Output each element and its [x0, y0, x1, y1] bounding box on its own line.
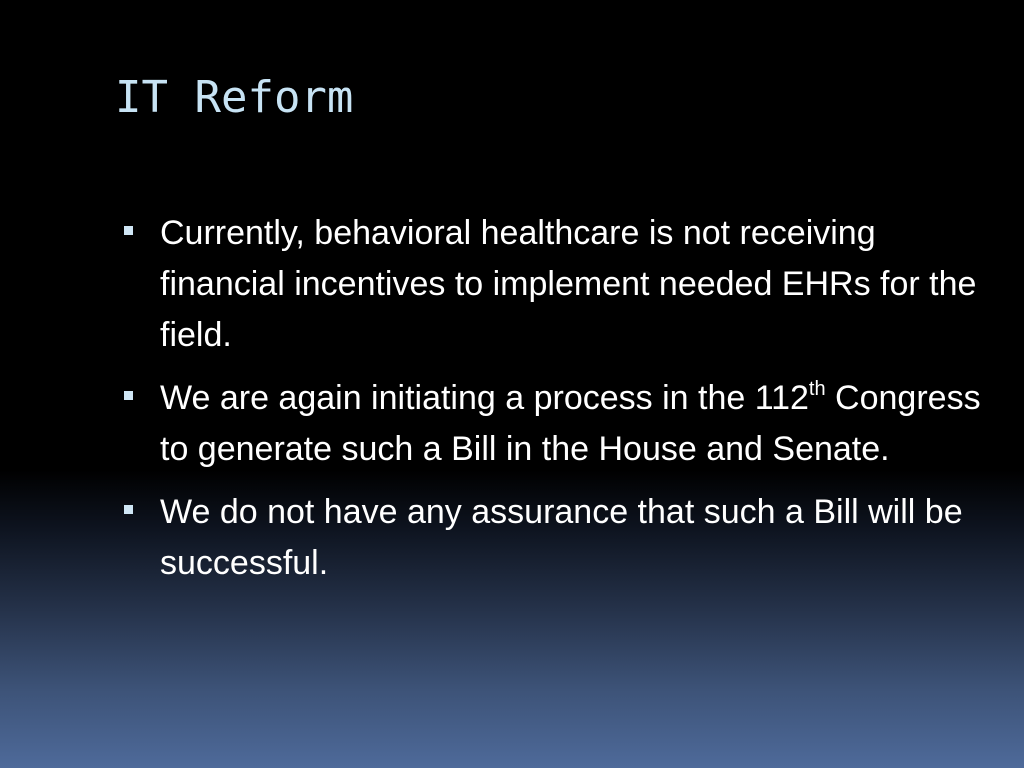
square-bullet-icon: [124, 391, 133, 400]
bullet-item: [122, 208, 982, 361]
square-bullet-icon: [124, 505, 133, 514]
bullet-text: Currently, behavioral healthcare is not receiving financial incentives to implement needed EHRs for the field.: [160, 214, 977, 354]
bullet-text-part: We are again initiating a process in the 112: [160, 379, 809, 417]
bullet-item: [122, 487, 982, 589]
square-bullet-icon: [124, 226, 133, 235]
bullet-text-part: Congress to generate such a Bill in the House and Senate.: [160, 379, 981, 468]
slide-title: IT Reform: [115, 72, 354, 123]
bullet-list: [122, 208, 982, 601]
ordinal-superscript: th: [808, 378, 826, 400]
bullet-text: We do not have any assurance that such a Bill will be successful.: [160, 493, 963, 582]
bullet-item: [122, 373, 982, 475]
